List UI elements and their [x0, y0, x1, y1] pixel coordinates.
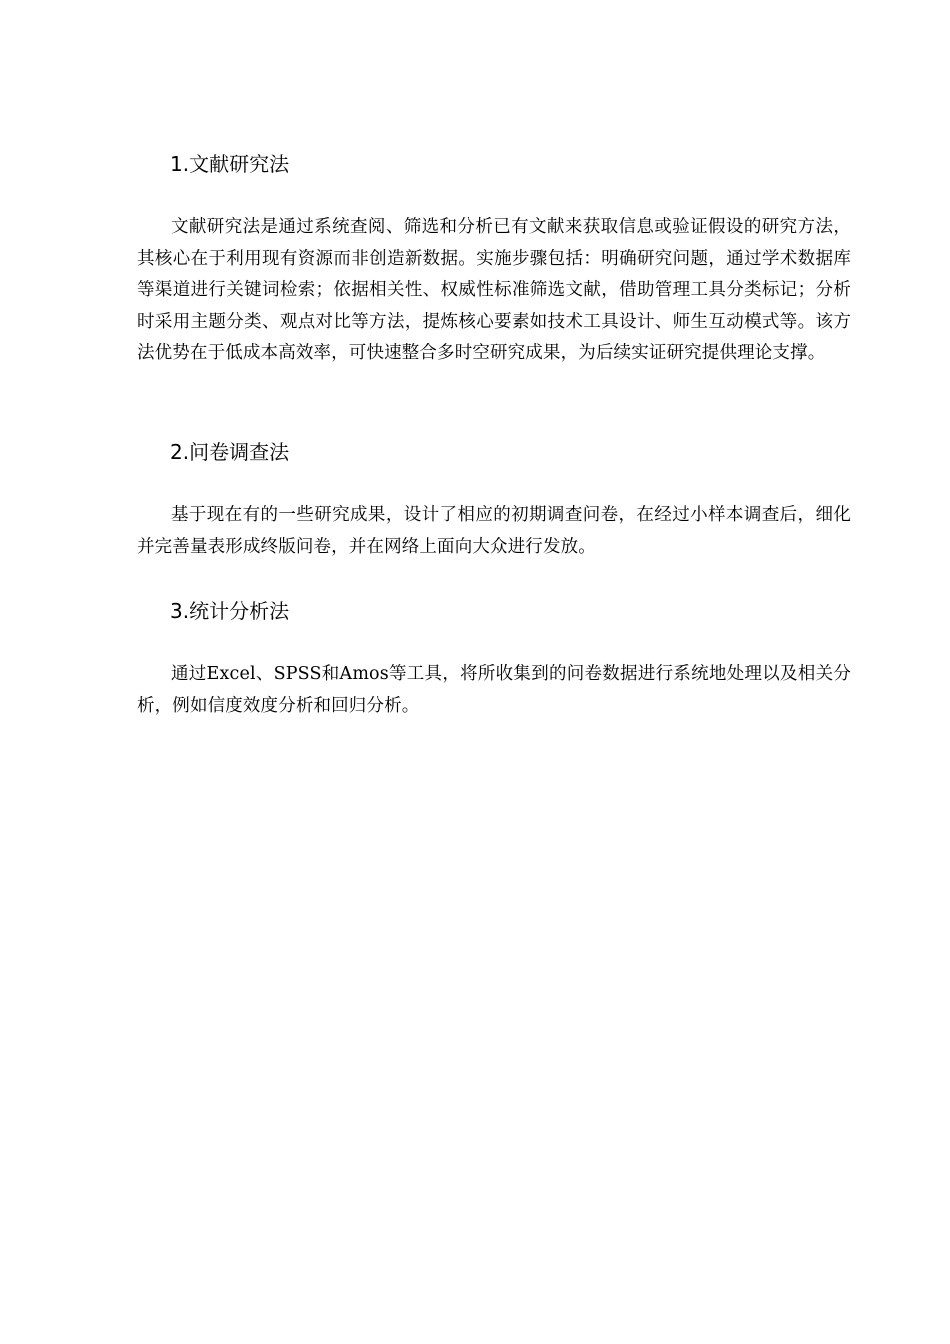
section-paragraph-literature-research: 文献研究法是通过系统查阅、筛选和分析已有文献来获取信息或验证假设的研究方法，其核心在于利用现有资源而非创造新数据。实施步骤包括：明确研究问题，通过学术数据库等渠道进行关键词检索；依据相关性、权威性标准筛选文献，借助管理工具分类标记；分析时采用主题分类、观点对比等方法，提炼核心要素如技术工具设计、师生互动模式等。该方法优势在于低成本高效率，可快速整合多时空研究成果，为后续实证研究提供理论支撑。 — [137, 217, 851, 363]
section-heading-statistical-analysis: 3.统计分析法 — [170, 599, 290, 623]
section-paragraph-questionnaire-survey: 基于现在有的一些研究成果，设计了相应的初期调查问卷，在经过小样本调查后，细化并完善量表形成终版问卷，并在网络上面向大众进行发放。 — [137, 505, 851, 557]
section-heading-literature-research: 1.文献研究法 — [170, 152, 290, 176]
section-paragraph-statistical-analysis: 通过Excel、SPSS和Amos等工具，将所收集到的问卷数据进行系统地处理以及相关分析，例如信度效度分析和回归分析。 — [137, 664, 851, 716]
section-heading-questionnaire-survey: 2.问卷调查法 — [170, 440, 290, 464]
